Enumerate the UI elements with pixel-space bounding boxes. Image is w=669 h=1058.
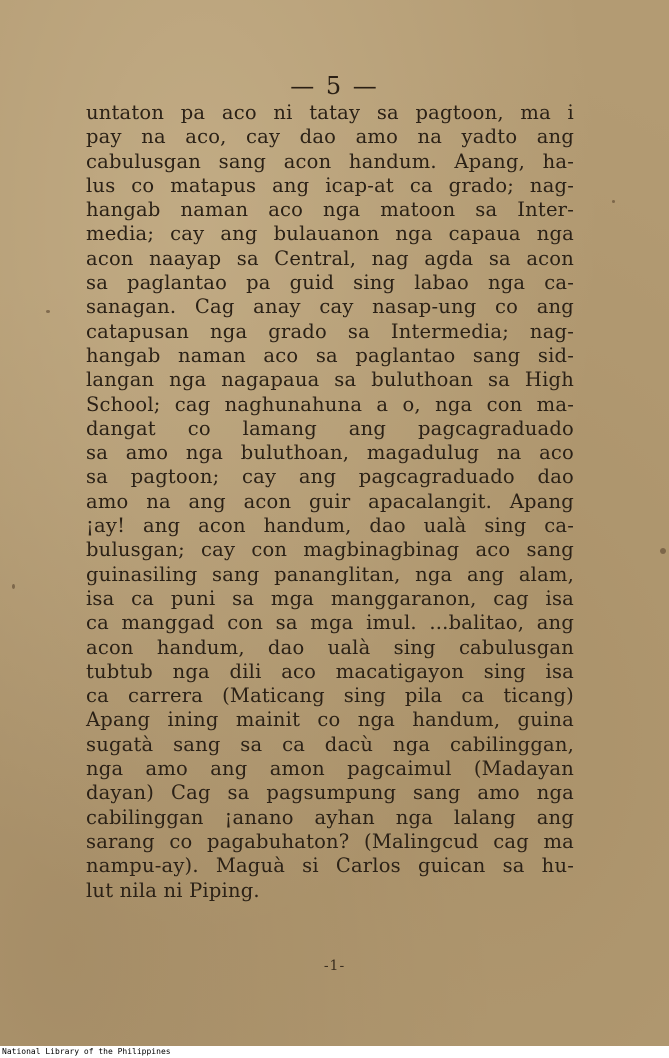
text-line: sa paglantao pa guid sing labao nga ca- — [86, 271, 574, 295]
text-line: hangab naman aco nga matoon sa Inter- — [86, 198, 574, 222]
text-line: amo na ang acon guir apacalangit. Apang — [86, 489, 574, 513]
text-line: pay na aco, cay dao amo na yadto ang — [86, 125, 574, 149]
text-line: nga amo ang amon pagcaimul (Madayan — [86, 757, 574, 781]
text-line: ca manggad con sa mga imul. ...balitao, ang — [86, 611, 574, 635]
paper-speck — [46, 310, 50, 313]
text-line: catapusan nga grado sa Intermedia; nag- — [86, 319, 574, 343]
text-line: sarang co pagabuhaton? (Malingcud cag ma — [86, 829, 574, 853]
text-line: nampu-ay). Maguà si Carlos guican sa hu- — [86, 854, 574, 878]
text-line: sa pagtoon; cay ang pagcagraduado dao — [86, 465, 574, 489]
paper-speck — [612, 200, 615, 203]
text-line: Apang ining mainit co nga handum, guina — [86, 708, 574, 732]
text-line: sanagan. Cag anay cay nasap-ung co ang — [86, 295, 574, 319]
text-line: lus co matapus ang icap-at ca grado; nag- — [86, 173, 574, 197]
text-line: dangat co lamang ang pagcagraduado — [86, 416, 574, 440]
text-line: langan nga nagapaua sa buluthoan sa High — [86, 368, 574, 392]
text-line: bulusgan; cay con magbinagbinag aco sang — [86, 538, 574, 562]
text-line: cabilinggan ¡anano ayhan nga lalang ang — [86, 805, 574, 829]
text-line: ¡ay! ang acon handum, dao ualà sing ca- — [86, 514, 574, 538]
page-number: — 5 — — [290, 72, 379, 100]
text-line: tubtub nga dili aco macatigayon sing isa — [86, 659, 574, 683]
paper-speck — [12, 584, 15, 589]
text-line: acon naayap sa Central, nag agda sa acon — [86, 246, 574, 270]
text-line: lut nila ni Piping. — [86, 878, 260, 902]
text-line: sugatà sang sa ca dacù nga cabilinggan, — [86, 732, 574, 756]
text-line: guinasiling sang pananglitan, nga ang alam, — [86, 562, 574, 586]
text-line: isa ca puni sa mga manggaranon, cag isa — [86, 586, 574, 610]
body-text — [86, 101, 574, 903]
text-line: School; cag naghunahuna a o, nga con ma- — [86, 392, 574, 416]
printer-mark: -1- — [323, 958, 346, 974]
text-line: hangab naman aco sa paglantao sang sid- — [86, 343, 574, 367]
text-line: media; cay ang bulauanon nga capaua nga — [86, 222, 574, 246]
text-line: dayan) Cag sa pagsumpung sang amo nga — [86, 781, 574, 805]
paper-speck — [660, 548, 666, 554]
text-line: cabulusgan sang acon handum. Apang, ha- — [86, 149, 574, 173]
library-credit: National Library of the Philippines — [0, 1046, 669, 1058]
text-line: sa amo nga buluthoan, magadulug na aco — [86, 441, 574, 465]
text-line: untaton pa aco ni tatay sa pagtoon, ma i — [86, 101, 574, 124]
text-line: ca carrera (Maticang sing pila ca ticang) — [86, 684, 574, 708]
text-line: acon handum, dao ualà sing cabulusgan — [86, 635, 574, 659]
